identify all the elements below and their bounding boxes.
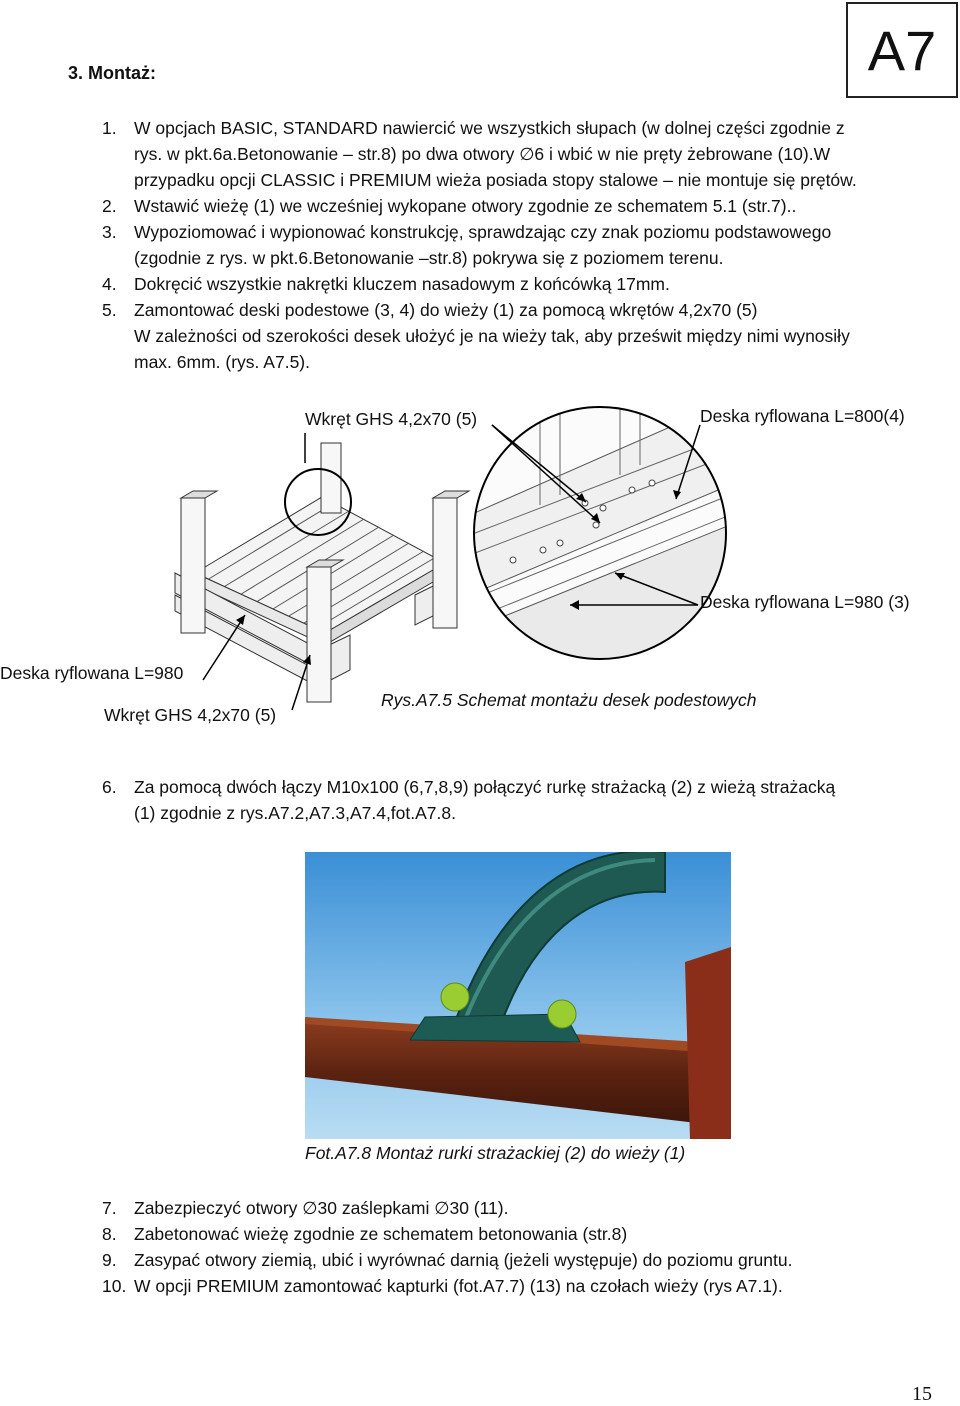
label-board-800: Deska ryflowana L=800(4) [700, 406, 905, 426]
step-line: W zależności od szerokości desek ułożyć je na wieży tak, aby prześwit między nimi wynosiły [134, 326, 850, 346]
step-number: 8. [102, 1224, 117, 1244]
fire-pole-photo [305, 852, 731, 1139]
section-heading: 3. Montaż: [68, 63, 156, 83]
step-number: 3. [102, 222, 117, 242]
step-number: 2. [102, 196, 117, 216]
section-badge: A7 [846, 2, 958, 98]
figure-caption: Rys.A7.5 Schemat montażu desek podestowych [381, 690, 757, 710]
label-board-980: Deska ryflowana L=980 [0, 663, 184, 683]
step-9 [102, 1247, 792, 1273]
step-line: Zasypać otwory ziemią, ubić i wyrównać darnią (jeżeli występuje) do poziomu gruntu. [134, 1250, 793, 1270]
step-line: W opcji PREMIUM zamontować kapturki (fot.A7.7) (13) na czołach wieży (rys A7.1). [134, 1276, 783, 1296]
step-4 [102, 271, 857, 297]
step-number: 1. [102, 118, 117, 138]
step-number: 9. [102, 1250, 117, 1270]
step-line: Wypoziomować i wypionować konstrukcję, sprawdzając czy znak poziomu podstawowego [134, 222, 832, 242]
step-line: (zgodnie z rys. w pkt.6.Betonowanie –str.8) pokrywa się z poziomem terenu. [134, 248, 724, 268]
steps-bottom [102, 1195, 792, 1299]
step-line: przypadku opcji CLASSIC i PREMIUM wieża posiada stopy stalowe – nie montuje się prętów. [134, 170, 857, 190]
step-1 [102, 115, 857, 193]
step-number: 10. [102, 1276, 127, 1296]
step-5 [102, 297, 857, 375]
page-number: 15 [912, 1383, 932, 1405]
step-7 [102, 1195, 792, 1221]
label-screw-top: Wkręt GHS 4,2x70 (5) [305, 409, 478, 429]
steps-top [102, 115, 857, 375]
step-line: Zamontować deski podestowe (3, 4) do wieży (1) za pomocą wkrętów 4,2x70 (5) [134, 300, 758, 320]
step-line: Zabezpieczyć otwory ∅30 zaślepkami ∅30 (11). [134, 1198, 509, 1218]
step-number: 6. [102, 777, 117, 797]
step-line: Zabetonować wieżę zgodnie ze schematem betonowania (str.8) [134, 1224, 628, 1244]
step-number: 7. [102, 1198, 117, 1218]
step-line: max. 6mm. (rys. A7.5). [134, 352, 310, 372]
platform-assembly-diagram [0, 395, 960, 740]
step-line: Za pomocą dwóch łączy M10x100 (6,7,8,9) połączyć rurkę strażacką (2) z wieżą strażacką [134, 777, 836, 797]
step-3 [102, 219, 857, 271]
step-number: 4. [102, 274, 117, 294]
step-8 [102, 1221, 792, 1247]
detail-zoom-circle [470, 405, 730, 665]
step-6 [102, 774, 835, 826]
label-board-980-3: Deska ryflowana L=980 (3) [700, 592, 910, 612]
step-line: W opcjach BASIC, STANDARD nawiercić we wszystkich słupach (w dolnej części zgodnie z [134, 118, 845, 138]
step-line: rys. w pkt.6a.Betonowanie – str.8) po dwa otwory ∅6 i wbić w nie pręty żebrowane (10).W [134, 144, 831, 164]
photo-caption: Fot.A7.8 Montaż rurki strażackiej (2) do wieży (1) [305, 1143, 686, 1163]
step-number: 5. [102, 300, 117, 320]
step-10 [102, 1273, 792, 1299]
step-2 [102, 193, 857, 219]
step-line: Wstawić wieżę (1) we wcześniej wykopane otwory zgodnie ze schematem 5.1 (str.7).. [134, 196, 797, 216]
label-screw-bottom: Wkręt GHS 4,2x70 (5) [104, 705, 277, 725]
step-line: (1) zgodnie z rys.A7.2,A7.3,A7.4,fot.A7.8. [134, 803, 456, 823]
step-line: Dokręcić wszystkie nakrętki kluczem nasadowym z końcówką 17mm. [134, 274, 670, 294]
